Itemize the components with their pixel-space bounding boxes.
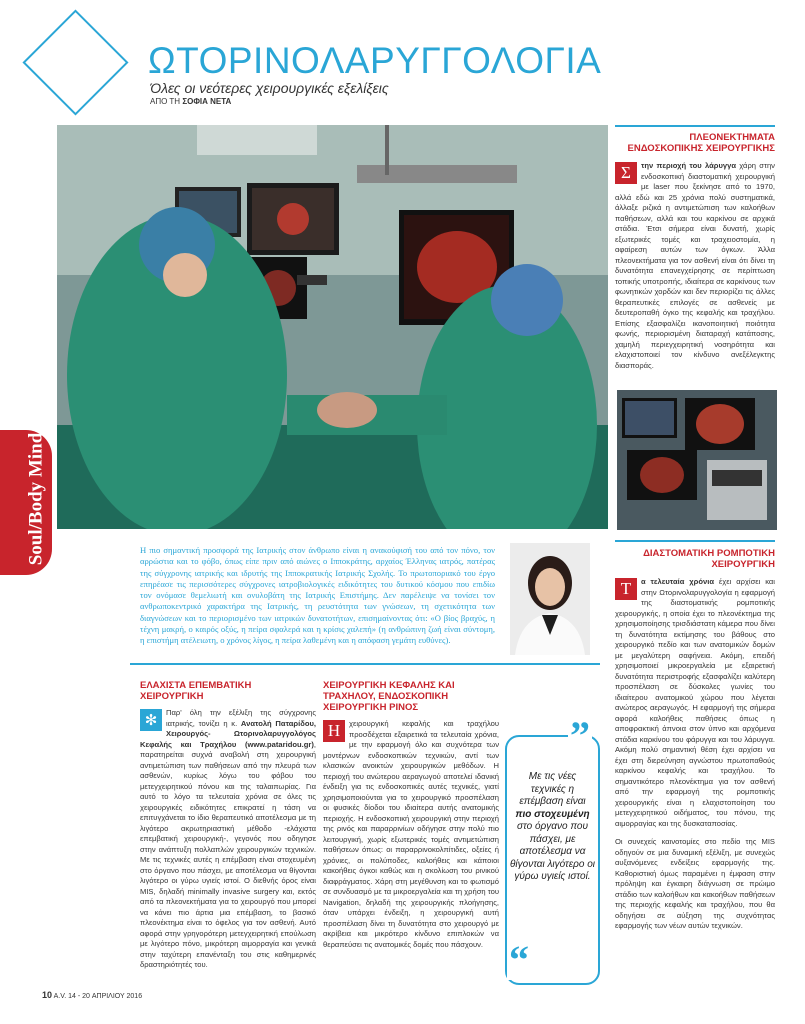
intro-paragraph: Η πιο σημαντική προσφορά της Ιατρικής στον άνθρωπο είναι η ανακούφισή του από τον πόνο, τον αρρώστια και το φόβο, όπως είπε πριν από αιώνες ο Ιπποκράτης, αρχαίος Έλληνας ιατρός, πατέρας της σύγχρονης ιατρικής και ιδρυτής της Ιπποκρατικής Ιατρικής Σχολής. Το πρωτοποριακό του έργο επηρέασε τις περισσότερες σύγχρονες ιατροβιολογικές ειδικότητες του δυτικού κόσμου που επιδίω τον ονόμασε θεμελιωτή και ονυλοβάτη της Ιατρικής Επιστήμης. Δεν παρέλειψε να τονίσει τον ανθρωποκεντρικό χαρακτήρα της Ιατρικής, τη ρευστότητα των γνώσεων, τη σχετικότητα των διαγνώσεων και το περιορισμένο των ιατρικών δυνατοτήτων, επισημαίνοντας ότι: «Ο βίος βραχύς, η τέχνη μακρή, ο καιρός οξύς, η πείρα σφαλερά και η κρίσις χαλεπή» (η ανθρώπινη ζωή είναι σύντομη, η επιστήμη ατέλειωτη, ο χρόνος λίγος, η πείρα λαθεμένη και η απόφαση γεμάτη ευθύνες). bbox=[140, 545, 495, 646]
section-tab-label: Soul/Body Mind bbox=[25, 432, 47, 566]
section-heading-minimally-invasive: ΕΛΑΧΙΣΤΑ ΕΠΕΜΒΑΤΙΚΗ ΧΕΙΡΟΥΡΓΙΚΗ bbox=[140, 680, 252, 702]
robotic-text-closing: Οι συνεχείς καινοτομίες στο πεδίο της MIS οδηγούν σε μια δυναμική εξέλιξη, με συνεχώς αυξανόμενες ενδείξεις εφαρμογής της. Καθοριστική όμως παραμένει η έμφαση στην πρόληψη και έγκαιρη διάγνωση σε πρώιμο στάδιο των καλοήθων και κακοήθων παθήσεων της περιοχής κεφαλής και τραχήλου, που θα οδηγήσει σε αύξηση της συχνότητας εφαρμογής των νέων αυτών τεχνικών. bbox=[615, 837, 775, 930]
page-number: 10 bbox=[42, 990, 53, 1000]
page-footer bbox=[42, 990, 142, 1000]
page-subtitle: Όλες οι νεότερες χειρουργικές εξελίξεις bbox=[150, 80, 389, 96]
right-divider-top bbox=[615, 125, 775, 127]
author-portrait bbox=[510, 543, 590, 655]
dropcap-eta: Η bbox=[323, 720, 345, 742]
section-heading-robotic: ΔΙΑΣΤΟΜΑΤΙΚΗ ΡΟΜΠΟΤΙΚΗ ΧΕΙΡΟΥΡΓΙΚΗ bbox=[643, 548, 775, 570]
endoscopic-text: Σ την περιοχή του λάρυγγα χάρη στην ενδοσκοπική διαστοματική χειρουργική με laser που ξεκίνησε από το 1970, αλλά εδώ και 25 χρόνια πολύ συστηματικά, άλλαξε ριζικά η αντιμετώπιση των καλοήθων παθήσεων, αλλά και του καρκίνου σε αρχικά στάδια. Έτσι σήμερα είναι δυνατή, χωρίς εξωτερικές τομές και τραχειοστομία, η αφαίρεση αυτών των όγκων. Άλλα πλεονεκτήματα για τον ασθενή είναι ότι δίνει τη δυνατότητα επανεγχείρησης σε περίπτωση τοπικής υποτροπής, ιδιαίτερα σε καρκίνους των φωνητικών χορδών και δεν περιορίζει τις άλλες θεραπευτικές επιλογές σε ασθενείς με δευτεροπαθή όγκο της κεφαλής και τραχήλου. Επίσης εξασφαλίζει ικανοποιητική ποιότητα φωνής, περιορισμένη διαταραχή κατάποσης, χαμηλή περιεγχειρητική νοσηρότητα και ελαχιστοποιεί τον κίνδυνο ανεξέλεγκτης διασποράς. bbox=[615, 161, 775, 370]
byline: ΑΠΟ ΤΗ ΣΟΦΙΑ ΝΕΤΑ bbox=[150, 97, 232, 106]
quote-close-icon: “ bbox=[509, 937, 529, 982]
byline-author: ΣΟΦΙΑ ΝΕΤΑ bbox=[182, 97, 232, 106]
operating-room-photo bbox=[57, 125, 608, 529]
pull-quote-emphasis: πιο στοχευμένη bbox=[515, 808, 590, 820]
dropcap-tau: Τ bbox=[615, 578, 637, 600]
column-robotic-surgery bbox=[615, 540, 775, 932]
page-title: ΩΤΟΡΙΝΟΛΑΡΥΓΓΟΛΟΓΙΑ bbox=[148, 40, 602, 81]
endoscopy-monitor-photo bbox=[617, 390, 777, 530]
asterisk-icon: ✻ bbox=[140, 709, 162, 731]
dropcap-sigma: Σ bbox=[615, 162, 637, 184]
monitor-illustration bbox=[617, 390, 777, 530]
minimally-invasive-text: ✻ Παρ' όλη την εξέλιξη της σύγχρονης ιατρικής, τονίζει η κ. Ανατολή Παταρίδου, Χειρουργός- Ωτορινολαρυγγολόγος Κεφαλής και Τραχήλου (www.pataridou.gr), παρατηρείται συχνά αναβολή στη χειρουργική αντιμετώπιση των παθήσεων από την πλευρά των ασθενών, κυρίως λόγω του φόβου του μετεγχειρητικού πόνου και της ταλαιπωρίας. Για αυτό το λόγο τα τελευταία χρόνια σε όλες τις χειρουργικές ειδικότητες επικρατεί η τάση να επιτυγχάνεται το ίδιο θεραπευτικό αποτέλεσμα με τη λιγότερο ακρωτηριαστική μέθοδο -ελάχιστα επεμβατική χειρουργική-, γεγονός που οδηγησε στην ανάπτυξη πολλαπλών χειρουργικών τεχνικών. Με τις τεχνικές αυτές η επέμβαση είναι στοχευμένη στο όργανο που πάσχει, με αποτέλεσμα να θίγονται λιγότερο οι γύρω υγιείς ιστοί. Ο διεθνής όρος είναι MIS, δηλαδή minimally invasive surgery και, εκτός από τα πλεονεκτήματα για το χειρουργό που μπορεί να κάνει πιο άρτια μια επέμβαση, το βασικό πλεονέκτημα είναι το όφελος για τον ασθενή. Αυτό αφορά στην γρηγορότερη μετεγχειρητική επούλωση με λιγότερο πόνο, μικρότερη αιμορραγία και γενικά στην ταχύτερη επανένταξη του στις καθημερινές δραστηριότητές του. bbox=[140, 708, 316, 969]
section-heading-endoscopic: ΠΛΕΟΝΕΚΤΗΜΑΤΑ ΕΝΔΟΣΚΟΠΙΚΗΣ ΧΕΙΡΟΥΡΓΙΚΗΣ bbox=[627, 132, 775, 154]
right-divider-bottom bbox=[615, 540, 775, 542]
robotic-text: Τ α τελευταία χρόνια έχει αρχίσει και στην Ωτορινολαρυγγολογία η εφαρμογή της διαστοματικής ρομποτικής χειρουργικής, η οποία έχει το πλεονέκτημα της χρησιμοποίησης τρισδιάστατη κάμερα που δίνει τη δυνατότητα εκτίμησης του βάθους στο χειρουργικό πεδίο και των ανατομικών δομών με μεγαλύτερη σαφήνεια. Ακόμη, επειδή χρησιμοποιεί μικροεργαλεία με εξαιρετική δυνατότητα περιστροφής εξασφαλίζει καλύτερη προσπέλαση σε δύσκολες γωνίες του ιδιαίτερου ανατομικού χώρου που λέγεται ανώτερος αεραγωγός. Η εφαρμογή της σήμερα αφορά καλοήθεις παθήσεις όπως η αποφρακτική άπνοια στον ύπνο και αρχόμενα στάδια καρκίνου του φάρυγγα και του λάρυγγα. Ακόμη πολύ σημαντική θέση έχει αρχίσει να έχει στη διερεύνηση αγνώστου πρωτοπαθούς καρκίνου κεφαλής και τραχήλου. Το σημαντικότερο πλεονέκτημα για τον ασθενή από την εφαρμογή της ρομποτικής χειρουργικής είναι η ελαχιστοποίηση του μετεγχειρητικού οιδήματος, του πόνου, της αιμορραγίας και της δυσκαταποσίας. bbox=[615, 577, 775, 828]
section-heading-head-neck: ΧΕΙΡΟΥΡΓΙΚΗ ΚΕΦΑΛΗΣ ΚΑΙ ΤΡΑΧΗΛΟΥ, ΕΝΔΟΣΚΟΠΙΚΗ ΧΕΙΡΟΥΡΓΙΚΗ ΡΙΝΟΣ bbox=[323, 680, 455, 713]
column-endoscopic-advantages bbox=[615, 125, 775, 371]
column-head-neck bbox=[323, 680, 499, 950]
head-neck-text: Η χειρουργική κεφαλής και τραχήλου προσδέχεται εξαιρετικά τα τελευταία χρόνια, με την εφαρμογή όλο και συχνότερα των μοντέρνων ενδοσκοπικών τεχνικών, αντί των κλασικών ανοικτών χειρουργικών μεθόδων. Η περιοχή του ανώτερου αεραγωγού αποτελεί ιδανική ένδειξη για τις ενδοσκοπικές αυτές τεχνικές, γιατί χρησιμοποιούνται για το χειρουργικό προσπέλαση οι φυσικές δίοδοι του ιδιαίτερα αυτής ανατομικής περιοχής. Η ενδοσκοπική χειρουργική στην περιοχή της ρινός και παραρρινίων οδήγησε στην πολύ πιο λειτουργική, χωρίς εξωτερικές τομές αντιμετώπιση παθήσεων όπως: οι παραρρινοκολπίτιδες, οξείες ή χρόνιες, οι πολύποδες, καλοήθεις και κάποιοι κακοήθεις όγκοι καθώς και η σκολίωση του ρινικού διαφράγματος. Χάρη στη μεγέθυνση και το φωτισμό σε συνδυασμό με τα μικροεργαλεία και τη χρήση του Navigation, δηλαδή της χειρουργικής πλοήγησης, όταν υπάρχει ένδειξη, η χειρουργική αυτή προσπέλαση δίνει τη δυνατότητα στο χειρουργό με ακρίβεια και μικρότερο κίνδυνο επιπλοκών να θεραπεύσει τις ανατομικές δομές που πάσχουν. bbox=[323, 719, 499, 949]
decorative-diamond bbox=[22, 9, 128, 115]
portrait-illustration bbox=[510, 543, 590, 655]
quote-open-icon: ” bbox=[570, 713, 590, 758]
issue-info: Α.V. 14 - 20 ΑΠΡΙΛΙΟΥ 2016 bbox=[53, 993, 143, 1000]
column-minimally-invasive bbox=[140, 680, 316, 971]
section-divider bbox=[130, 663, 600, 665]
pull-quote: Με τις νέες τεχνικές η επέμβαση είναι πιο στοχευμένη στο όργανο που πάσχει, με αποτέλεσμα να θίγονται λιγότερο οι γύρω υγιείς ιστοί. bbox=[510, 771, 595, 882]
operating-room-illustration bbox=[57, 125, 608, 529]
section-tab[interactable] bbox=[0, 430, 52, 575]
doctor-name: Ανατολή Παταρίδου, Χειρουργός- Ωτορινολαρυγγολόγος Κεφαλής και Τραχήλου (www.pataridou.gr) bbox=[140, 718, 316, 749]
